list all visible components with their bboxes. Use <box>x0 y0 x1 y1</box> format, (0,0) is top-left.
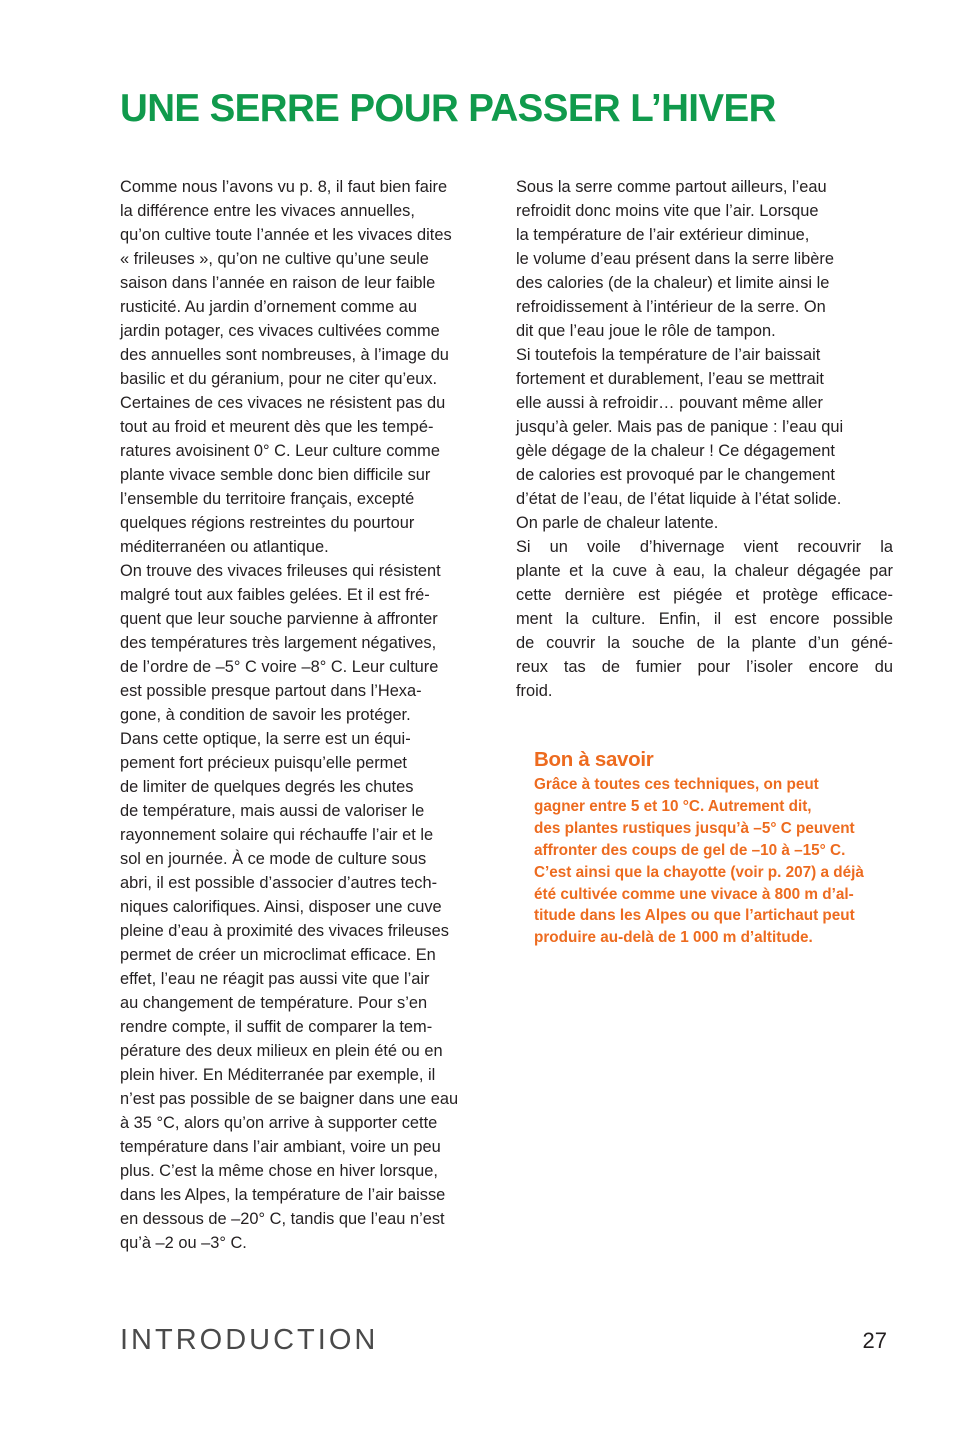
text-line: des plantes rustiques jusqu’à –5° C peuvent <box>534 819 855 837</box>
text-line: gèle dégage de la chaleur ! Ce dégagement <box>516 442 835 460</box>
text-line: pleine d’eau à proximité des vivaces frileuses <box>120 922 449 940</box>
text-line: plus. C’est la même chose en hiver lorsque, <box>120 1162 438 1180</box>
text-line: titude dans les Alpes ou que l’artichaut peut <box>534 907 855 925</box>
text-line: température dans l’air ambiant, voire un peu <box>120 1138 441 1156</box>
text-line: gone, à condition de savoir les protéger. <box>120 706 411 724</box>
text-line: d’état de l’eau, de l’état liquide à l’état solide. <box>516 490 842 508</box>
text-line: de l’ordre de –5° C voire –8° C. Leur culture <box>120 658 439 676</box>
text-line: jardin potager, ces vivaces cultivées comme <box>120 322 440 340</box>
text-line: des calories (de la chaleur) et limite ainsi le <box>516 274 830 292</box>
text-line: Si un voile d’hivernage vient recouvrir la <box>516 538 893 556</box>
text-line: en dessous de –20° C, tandis que l’eau n’est <box>120 1210 445 1228</box>
text-line: Sous la serre comme partout ailleurs, l’eau <box>516 178 827 196</box>
text-line: reux tas de fumier pour l’isoler encore du <box>516 658 893 676</box>
page-title: UNE SERRE POUR PASSER L’HIVER <box>120 87 776 130</box>
text-line: Comme nous l’avons vu p. 8, il faut bien faire <box>120 178 448 196</box>
text-line: Grâce à toutes ces techniques, on peut <box>534 776 819 793</box>
text-line: C’est ainsi que la chayotte (voir p. 207) a déjà <box>534 863 864 881</box>
text-line: de calories est provoqué par le changement <box>516 466 835 484</box>
text-line: la différence entre les vivaces annuelles, <box>120 202 415 220</box>
text-line: qu’à –2 ou –3° C. <box>120 1234 247 1252</box>
text-line: été cultivée comme une vivace à 800 m d’al- <box>534 885 854 903</box>
text-line: elle aussi à refroidir… pouvant même aller <box>516 394 824 412</box>
text-line: sol en journée. À ce mode de culture sous <box>120 850 427 868</box>
tip-callout <box>534 746 874 949</box>
text-line: de limiter de quelques degrés les chutes <box>120 778 414 796</box>
text-line: méditerranéen ou atlantique. <box>120 538 329 556</box>
text-line: à 35 °C, alors qu’on arrive à supporter cette <box>120 1114 438 1132</box>
text-line: est possible presque partout dans l’Hexa- <box>120 682 422 700</box>
text-line: saison dans l’année en raison de leur faible <box>120 274 436 292</box>
text-line: au changement de température. Pour s’en <box>120 994 428 1012</box>
text-line: jusqu’à geler. Mais pas de panique : l’eau qui <box>516 418 844 436</box>
text-line: pérature des deux milieux en plein été ou en <box>120 1042 443 1060</box>
text-line: pement fort précieux puisqu’elle permet <box>120 754 407 772</box>
text-line: des annuelles sont nombreuses, à l’image du <box>120 346 449 364</box>
callout-title: Bon à savoir <box>534 748 654 771</box>
page-number: 27 <box>862 1328 887 1353</box>
text-line: rendre compte, il suffit de comparer la tem- <box>120 1018 433 1036</box>
text-line: Dans cette optique, la serre est un équi- <box>120 730 411 748</box>
text-line: On trouve des vivaces frileuses qui résistent <box>120 562 441 580</box>
text-line: dit que l’eau joue le rôle de tampon. <box>516 322 776 340</box>
text-line: basilic et du géranium, pour ne citer qu’eux. <box>120 370 438 388</box>
text-line: quelques régions restreintes du pourtour <box>120 514 415 532</box>
text-line: de couvrir la souche de la plante d’un géné- <box>516 634 893 652</box>
text-line: qu’on cultive toute l’année et les vivaces dites <box>120 226 452 244</box>
text-line: ment la culture. Enfin, il est encore possible <box>516 610 893 628</box>
text-line: niques calorifiques. Ainsi, disposer une cuve <box>120 898 442 916</box>
text-line: rusticité. Au jardin d’ornement comme au <box>120 298 417 316</box>
text-line: permet de créer un microclimat efficace. En <box>120 946 436 964</box>
left-text-column <box>120 175 497 1255</box>
text-line: de température, mais aussi de valoriser le <box>120 802 425 820</box>
text-line: l’ensemble du territoire français, excepté <box>120 490 415 508</box>
text-line: tout au froid et meurent dès que les tempé- <box>120 418 434 436</box>
section-label: INTRODUCTION <box>120 1324 379 1356</box>
text-line: le volume d’eau présent dans la serre libère <box>516 250 834 268</box>
text-line: plante et la cuve à eau, la chaleur dégagée par <box>516 562 893 580</box>
text-line: plein hiver. En Méditerranée par exemple, il <box>120 1066 436 1084</box>
text-line: produire au-delà de 1 000 m d’altitude. <box>534 929 813 947</box>
text-line: rayonnement solaire qui réchauffe l’air et le <box>120 826 434 844</box>
text-line: plante vivace semble donc bien difficile sur <box>120 466 431 484</box>
text-line: affronter des coups de gel de –10 à –15° C. <box>534 841 846 859</box>
text-line: refroidit donc moins vite que l’air. Lorsque <box>516 202 819 220</box>
text-line: froid. <box>516 682 553 700</box>
right-text-column <box>516 175 893 703</box>
text-line: Certaines de ces vivaces ne résistent pas du <box>120 394 446 412</box>
callout-body <box>534 774 874 949</box>
text-line: quent que leur souche parvienne à affronter <box>120 610 438 628</box>
text-line: On parle de chaleur latente. <box>516 514 719 532</box>
text-line: dans les Alpes, la température de l’air baisse <box>120 1186 446 1204</box>
text-line: malgré tout aux faibles gelées. Et il est fré- <box>120 586 430 604</box>
text-line: effet, l’eau ne réagit pas aussi vite que l’air <box>120 970 430 988</box>
text-line: cette dernière est piégée et protège efficace- <box>516 586 893 604</box>
text-line: Si toutefois la température de l’air baissait <box>516 346 821 364</box>
text-line: la température de l’air extérieur diminue, <box>516 226 810 244</box>
text-line: fortement et durablement, l’eau se mettrait <box>516 370 824 388</box>
text-line: « frileuses », qu’on ne cultive qu’une seule <box>120 250 429 268</box>
text-line: abri, il est possible d’associer d’autres tech- <box>120 874 438 892</box>
text-line: ratures avoisinent 0° C. Leur culture comme <box>120 442 440 460</box>
text-line: des températures très largement négatives, <box>120 634 437 652</box>
text-line: refroidissement à l’intérieur de la serre. On <box>516 298 826 316</box>
text-line: n’est pas possible de se baigner dans une eau <box>120 1090 459 1108</box>
text-line: gagner entre 5 et 10 °C. Autrement dit, <box>534 797 812 815</box>
